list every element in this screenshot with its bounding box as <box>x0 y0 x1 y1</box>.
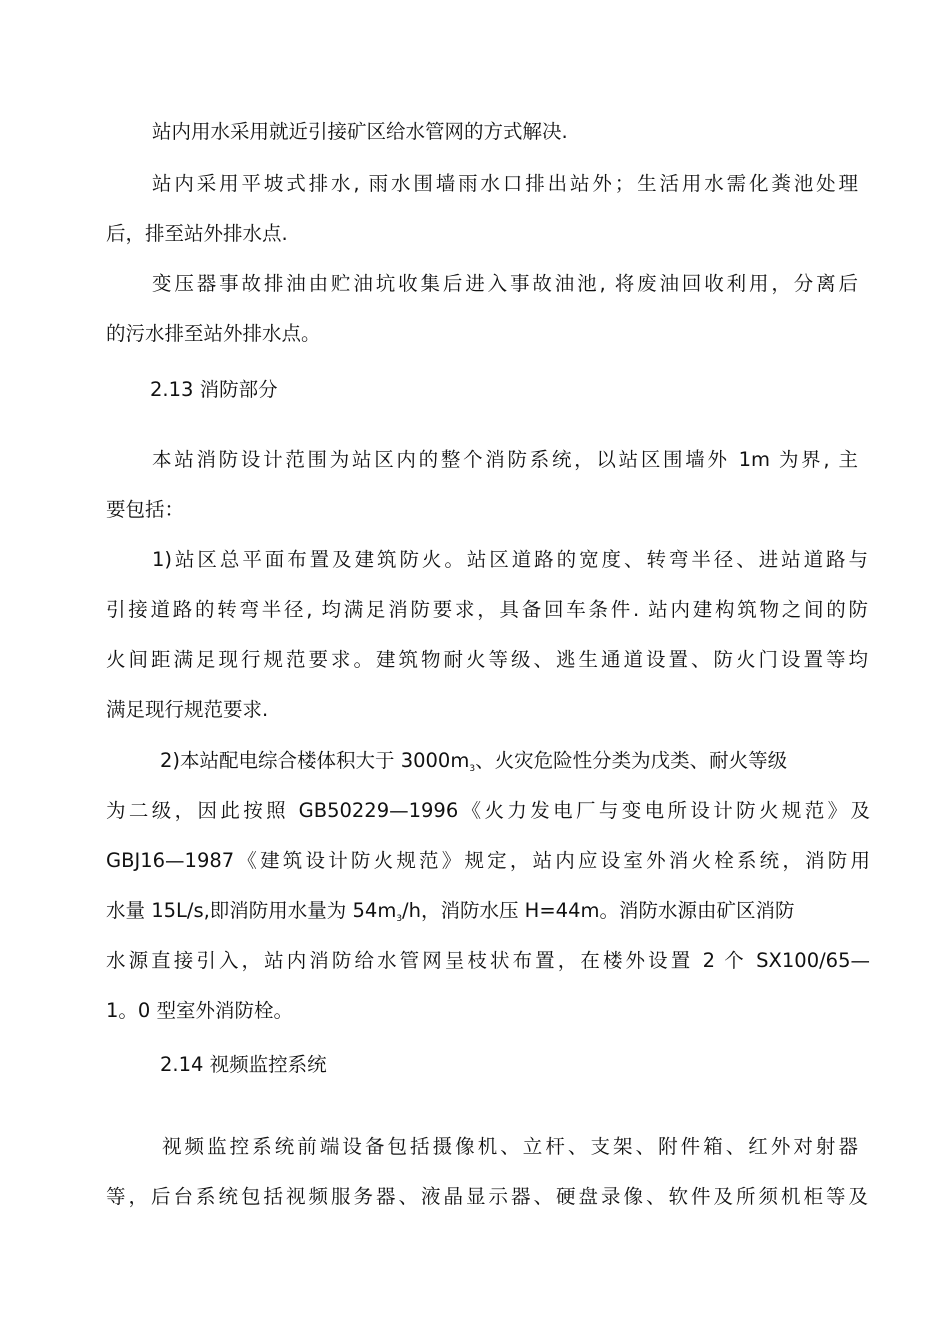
paragraph-building-line-5: 水源直接引入，站内消防给水管网呈枝状布置，在楼外设置 2 个 SX100/65— <box>106 949 870 972</box>
paragraph-building-line-3: GBJ16—1987《建筑设计防火规范》规定，站内应设室外消火栓系统，消防用 <box>106 849 870 872</box>
water-flow-text: 水量 15L/s,即消防用水量为 54m <box>106 899 397 922</box>
paragraph-transformer-line-1: 变压器事故排油由贮油坑收集后进入事故油池, 将废油回收利用，分离后 <box>152 272 858 295</box>
paragraph-fire-scope-line-1: 本站消防设计范围为站区内的整个消防系统，以站区围墙外 1m 为界, 主 <box>152 448 858 471</box>
paragraph-drainage-line-2: 后，排至站外排水点. <box>106 222 288 245</box>
cubic-subscript-2: 3 <box>396 914 403 924</box>
paragraph-layout-line-4: 满足现行规范要求. <box>106 698 269 721</box>
paragraph-drainage-line-1: 站内采用平坡式排水, 雨水围墙雨水口排出站外；生活用水需化粪池处理 <box>152 172 858 195</box>
paragraph-building-line-4 <box>106 898 795 928</box>
cubic-subscript: 3 <box>469 764 476 774</box>
paragraph-building-line-2: 为二级，因此按照 GB50229—1996《火力发电厂与变电所设计防火规范》及 <box>106 799 870 822</box>
paragraph-water-supply: 站内用水采用就近引接矿区给水管网的方式解决. <box>152 120 568 143</box>
paragraph-building-line-6: 1。0 型室外消防栓。 <box>106 999 294 1022</box>
paragraph-layout-line-1: 1)站区总平面布置及建筑防火。站区道路的宽度、转弯半径、进站道路与 <box>152 548 868 571</box>
building-class-text: 、火灾危险性分类为戊类、耐火等级 <box>475 749 788 772</box>
water-pressure-text: /h，消防水压 H=44m。消防水源由矿区消防 <box>402 899 795 922</box>
paragraph-video-line-2: 等，后台系统包括视频服务器、液晶显示器、硬盘录像、软件及所须机柜等及 <box>106 1185 868 1208</box>
paragraph-building-line-1 <box>160 748 787 778</box>
paragraph-video-line-1: 视频监控系统前端设备包括摄像机、立杆、支架、附件箱、红外对射器 <box>162 1135 858 1158</box>
building-volume-text: 2)本站配电综合楼体积大于 3000m <box>160 749 470 772</box>
section-heading-fire-protection: 2.13 消防部分 <box>150 378 278 401</box>
paragraph-fire-scope-line-2: 要包括： <box>106 498 185 521</box>
paragraph-transformer-line-2: 的污水排至站外排水点。 <box>106 322 321 345</box>
paragraph-layout-line-3: 火间距满足现行规范要求。建筑物耐火等级、逃生通道设置、防火门设置等均 <box>106 648 868 671</box>
section-heading-video-monitoring: 2.14 视频监控系统 <box>160 1053 327 1076</box>
paragraph-layout-line-2: 引接道路的转弯半径, 均满足消防要求，具备回车条件. 站内建构筑物之间的防 <box>106 598 868 621</box>
